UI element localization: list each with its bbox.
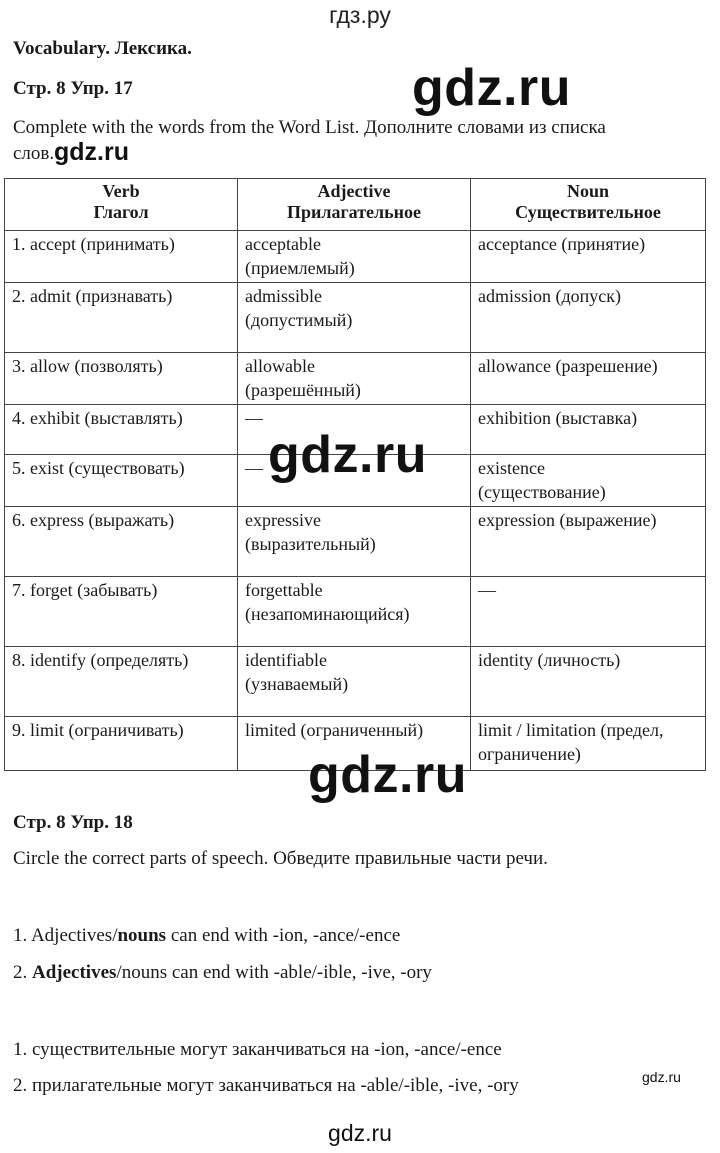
adjective-text: acceptable	[245, 234, 321, 254]
column-header-ru: Глагол	[93, 202, 149, 222]
watermark: gdz.ru	[268, 426, 427, 484]
noun-translation: ограничение)	[478, 744, 581, 764]
noun-text: acceptance (принятие)	[478, 234, 646, 254]
verb-cell	[5, 353, 238, 405]
noun-cell	[471, 231, 706, 283]
noun-cell	[471, 283, 706, 353]
verb-cell	[5, 647, 238, 717]
adjective-translation: (выразительный)	[245, 534, 376, 554]
exercise-17-instruction-line2: слов.	[13, 143, 55, 164]
section-title: Vocabulary. Лексика.	[13, 38, 192, 59]
table-row	[5, 647, 706, 717]
column-header-en: Adjective	[317, 181, 391, 201]
verb-cell	[5, 577, 238, 647]
answer-text: 2.	[13, 962, 32, 983]
verb-cell	[5, 717, 238, 771]
noun-text: existence	[478, 458, 545, 478]
table-row	[5, 507, 706, 577]
column-header-en: Noun	[566, 181, 610, 201]
noun-text: admission (допуск)	[478, 286, 622, 306]
verb-text: 3. allow (позволять)	[12, 356, 163, 376]
verb-cell	[5, 283, 238, 353]
noun-cell	[471, 717, 706, 771]
verb-text: 6. express (выражать)	[12, 510, 175, 530]
noun-cell	[471, 577, 706, 647]
exercise-17-instruction-line1: Complete with the words from the Word List. Дополните словами из списка	[13, 117, 606, 138]
exercise-17-title: Стр. 8 Упр. 17	[13, 78, 133, 99]
russian-answer-1: 1. существительные могут заканчиваться на -ion, -ance/-ence	[13, 1039, 502, 1060]
adjective-translation: (узнаваемый)	[245, 674, 349, 694]
answer-text: 1. Adjectives/	[13, 925, 118, 946]
adjective-cell	[238, 283, 471, 353]
verb-text: 2. admit (признавать)	[12, 286, 173, 306]
exercise-18-instruction: Circle the correct parts of speech. Обведите правильные части речи.	[13, 848, 548, 869]
verb-text: 4. exhibit (выставлять)	[12, 408, 183, 428]
adjective-text: allowable	[245, 356, 315, 376]
noun-cell	[471, 507, 706, 577]
table-header-row	[5, 179, 706, 231]
adjective-text: expressive	[245, 510, 321, 530]
verb-text: 1. accept (принимать)	[12, 234, 175, 254]
table-row	[5, 283, 706, 353]
noun-text: exhibition (выставка)	[478, 408, 638, 428]
adjective-cell	[238, 507, 471, 577]
column-header	[5, 179, 238, 231]
site-header: гдз.ру	[329, 2, 391, 28]
column-header	[471, 179, 706, 231]
noun-text: expression (выражение)	[478, 510, 657, 530]
watermark: gdz.ru	[412, 59, 571, 117]
answer-line-2	[13, 960, 432, 986]
verb-text: 9. limit (ограничивать)	[12, 720, 184, 740]
noun-cell	[471, 353, 706, 405]
verb-cell	[5, 231, 238, 283]
adjective-text: admissible	[245, 286, 322, 306]
exercise-18-title: Стр. 8 Упр. 18	[13, 812, 133, 833]
adjective-text: identifiable	[245, 650, 327, 670]
adjective-cell	[238, 577, 471, 647]
noun-text: identity (личность)	[478, 650, 621, 670]
table-row	[5, 231, 706, 283]
adjective-cell	[238, 647, 471, 717]
verb-cell	[5, 405, 238, 455]
verb-text: 8. identify (определять)	[12, 650, 189, 670]
noun-cell	[471, 455, 706, 507]
table-row	[5, 353, 706, 405]
noun-cell	[471, 405, 706, 455]
noun-text: —	[478, 580, 496, 600]
verb-cell	[5, 507, 238, 577]
adjective-text: —	[245, 408, 263, 428]
adjective-text: limited (ограниченный)	[245, 720, 424, 740]
answer-line-1	[13, 923, 400, 949]
russian-answer-2: 2. прилагательные могут заканчиваться на -able/-ible, -ive, -ory	[13, 1075, 519, 1096]
watermark: gdz.ru	[642, 1069, 681, 1085]
noun-text: limit / limitation (предел,	[478, 720, 664, 740]
watermark: gdz.ru	[308, 746, 467, 804]
noun-text: allowance (разрешение)	[478, 356, 658, 376]
adjective-text: forgettable	[245, 580, 323, 600]
column-header-en: Verb	[102, 181, 140, 201]
noun-cell	[471, 647, 706, 717]
adjective-translation: (допустимый)	[245, 310, 353, 330]
adjective-cell	[238, 353, 471, 405]
watermark: gdz.ru	[54, 138, 129, 166]
adjective-translation: (приемлемый)	[245, 258, 355, 278]
noun-translation: (существование)	[478, 482, 606, 502]
adjective-translation: (незапоминающийся)	[245, 604, 410, 624]
footer-watermark: gdz.ru	[328, 1120, 392, 1146]
answer-circled-word: nouns	[117, 925, 167, 946]
column-header-ru: Прилагательное	[287, 202, 421, 222]
adjective-translation: (разрешённый)	[245, 380, 361, 400]
verb-text: 5. exist (существовать)	[12, 458, 185, 478]
column-header	[238, 179, 471, 231]
verb-text: 7. forget (забывать)	[12, 580, 158, 600]
adjective-cell	[238, 231, 471, 283]
answer-text: can end with -ion, -ance/-ence	[166, 925, 401, 946]
table-row	[5, 577, 706, 647]
answer-text: /nouns can end with -able/-ible, -ive, -ory	[116, 962, 432, 983]
column-header-ru: Существительное	[515, 202, 661, 222]
verb-cell	[5, 455, 238, 507]
adjective-text: —	[245, 458, 263, 478]
answer-circled-word: Adjectives	[32, 962, 117, 983]
